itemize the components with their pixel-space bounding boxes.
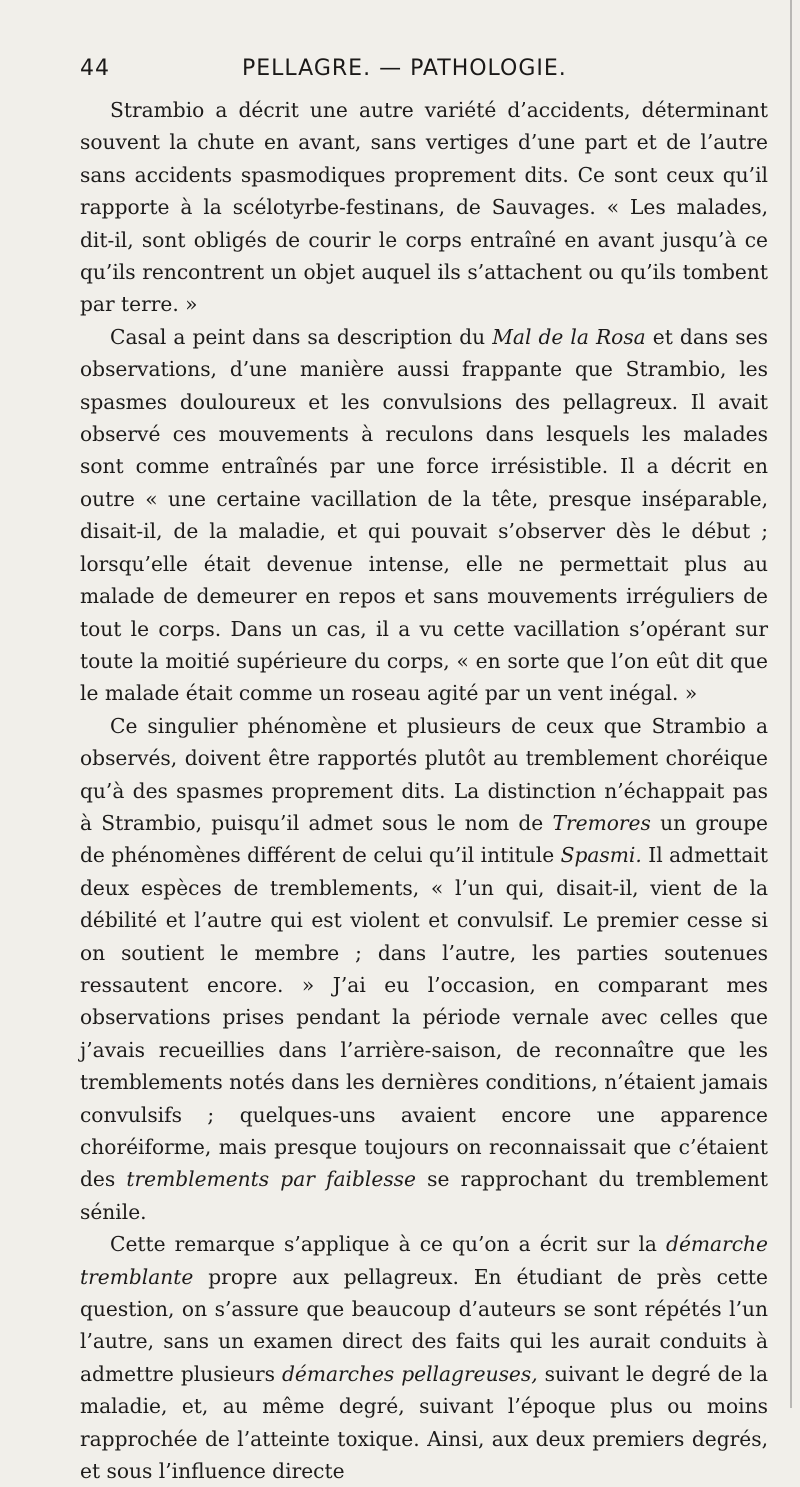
paragraph-3-text-a: Ce singulier phénomène et plusieurs de ceux que Strambio a observés, doivent être rapportés plutôt au tremblement choréique qu’à des spasmes proprement dits. La distinction n’échappait pas à Strambio, puisqu’il admet sous le nom de xyxy=(80,713,768,835)
paragraph-1-text: Strambio a décrit une autre variété d’accidents, déterminant souvent la chute en avant, sans vertiges d’une part et de l’autre sans accidents spasmodiques proprement dits. Ce sont ceux qu’il rapporte à la scélotyrbe-festinans, de Sauvages. « Les malades, dit-il, sont obligés de courir le corps entraîné en avant jusqu’à ce qu’ils rencontrent un objet auquel ils s’attachent ou qu’ils tombent par terre. » xyxy=(80,98,768,317)
paragraph-3-italic-tremblements-par-faiblesse: tremblements par faiblesse xyxy=(126,1167,416,1192)
body-text xyxy=(80,94,768,1487)
paragraph-3-text-b: un groupe de phénomènes différent de celui qu’il intitule xyxy=(80,810,769,868)
paragraph-3-text-c: Il admettait deux espèces de tremblements, « l’un qui, disait-il, vient de la débilité et l’autre qui est violent et convulsif. Le premier cesse si on soutient le membre ; dans l’autre, les parties soutenues ressautent encore. » J’ai eu l’occasion, en comparant mes observations prises pendant la période vernale avec celles que j’avais recueillies dans l’arrière-saison, de reconnaître que les tremblements notés dans les dernières conditions, n’étaient jamais convulsifs ; quelques-uns avaient encore une apparence choréiforme, mais presque toujours on reconnaissait que c’étaient des xyxy=(80,843,768,1192)
paragraph-3 xyxy=(80,710,768,1229)
paragraph-4-italic-demarche-tremblante: démarche tremblante xyxy=(80,1232,768,1289)
page-edge-shadow xyxy=(790,0,792,1408)
paragraph-2-italic-mal-de-la-rosa: Mal de la Rosa xyxy=(492,324,646,349)
paragraph-2-text-b: et dans ses observations, d’une manière aussi frappante que Strambio, les spasmes douloureux et les convulsions des pellagreux. Il avait observé ces mouvements à reculons dans lesquels les malades sont comme entraînés par une force irrésistible. Il a décrit en outre « une certaine vacillation de la tête, presque inséparable, disait-il, de la maladie, et qui pouvait s’observer dès le début ; lorsqu’elle était devenue intense, elle ne permettait plus au malade de demeurer en repos et sans mouvements irréguliers de tout le corps. Dans un cas, il a vu cette vacillation s’opérant sur toute la moitié supérieure du corps, « en sorte que l’on eût dit que le malade était comme un roseau agité par un vent inégal. » xyxy=(80,324,768,706)
paragraph-3-italic-tremores: Tremores xyxy=(552,810,651,835)
page-number: 44 xyxy=(80,56,110,81)
page-header xyxy=(80,56,768,92)
paragraph-4-text-a: Cette remarque s’applique à ce qu’on a écrit sur la xyxy=(110,1232,667,1257)
book-page xyxy=(80,56,768,1487)
paragraph-1 xyxy=(80,94,768,321)
paragraph-2-text-a: Casal a peint dans sa description du xyxy=(110,324,493,349)
paragraph-3-text-d: se rapprochant du tremblement sénile. xyxy=(80,1167,768,1224)
paragraph-4-text-c: suivant le degré de la maladie, et, au même degré, suivant l’époque plus ou moins rapprochée de l’atteinte toxique. Ainsi, aux deux premiers degrés, et sous l’influence directe xyxy=(80,1361,768,1484)
paragraph-3-italic-spasmi: Spasmi. xyxy=(560,843,642,868)
paragraph-4 xyxy=(80,1228,768,1487)
paragraph-4-italic-demarches-pellagreuses: démarches pellagreuses, xyxy=(281,1361,538,1386)
paragraph-4-text-b: propre aux pellagreux. En étudiant de près cette question, on s’assure que beaucoup d’auteurs se sont répétés l’un l’autre, sans un examen direct des faits qui les aurait conduits à admettre plusieurs xyxy=(80,1264,768,1386)
running-title: PELLAGRE. — PATHOLOGIE. xyxy=(242,56,567,81)
paragraph-2 xyxy=(80,321,768,710)
